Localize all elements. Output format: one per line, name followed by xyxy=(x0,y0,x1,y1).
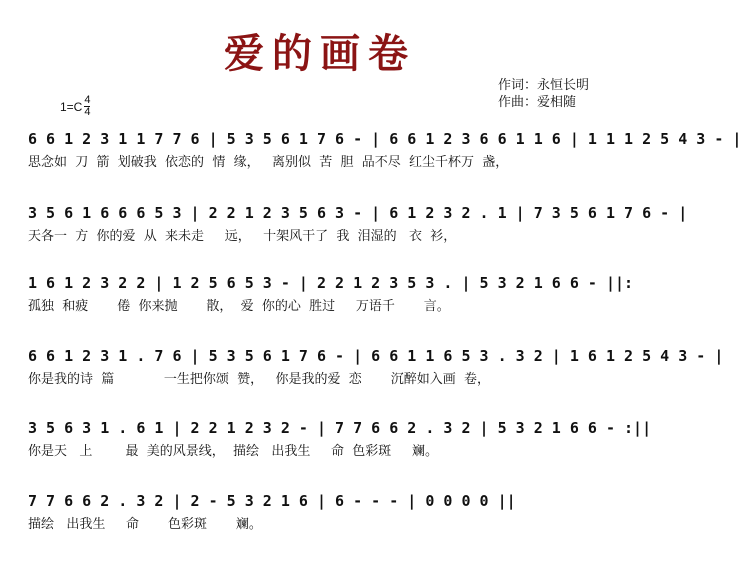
lyrics-line: 思念如 刀 箭 划破我 依恋的 情 缘， 离别似 苦 胆 品不尽 红尘千杯万 盏， xyxy=(28,155,509,170)
song-title: 爱的画卷 xyxy=(224,30,416,77)
key-signature xyxy=(60,95,90,118)
lyrics-line: 孤独 和疲 倦 你来抛 散， 爱 你的心 胜过 万语千 言。 xyxy=(28,299,450,314)
notation-line: 3 5 6 1 6 6 6 5 3 | 2 2 1 2 3 5 6 3 - | 6 1 2 3 2 . 1 | 7 3 5 6 1 7 6 - | xyxy=(28,204,688,222)
notation-line: 1 6 1 2 3 2 2 | 1 2 5 6 5 3 - | 2 2 1 2 3 5 3 . | 5 3 2 1 6 6 - ||: xyxy=(28,274,634,292)
notation-line: 6 6 1 2 3 1 . 7 6 | 5 3 5 6 1 7 6 - | 6 6 1 1 6 5 3 . 3 2 | 1 6 1 2 5 4 3 - | xyxy=(28,347,724,365)
time-signature xyxy=(84,95,90,118)
lyrics-line: 你是我的诗 篇 一生把你颂 赞， 你是我的爱 恋 沉醉如入画 卷， xyxy=(28,372,490,387)
time-denominator: 4 xyxy=(84,106,91,118)
time-numerator: 4 xyxy=(84,94,91,106)
notation-line: 7 7 6 6 2 . 3 2 | 2 - 5 3 2 1 6 | 6 - - - | 0 0 0 0 || xyxy=(28,492,516,510)
lyrics-line: 你是天 上 最 美的风景线， 描绘 出我生 命 色彩斑 斓。 xyxy=(28,444,438,459)
composer-credit: 作曲：爱相随 xyxy=(498,94,577,109)
lyricist-credit: 作词：永恒长明 xyxy=(498,77,590,92)
notation-line: 3 5 6 3 1 . 6 1 | 2 2 1 2 3 2 - | 7 7 6 6 2 . 3 2 | 5 3 2 1 6 6 - :|| xyxy=(28,419,652,437)
key-label: 1=C xyxy=(60,99,83,114)
notation-line: 6 6 1 2 3 1 1 7 7 6 | 5 3 5 6 1 7 6 - | 6 6 1 2 3 6 6 1 1 6 | 1 1 1 2 5 4 3 - | xyxy=(28,130,741,148)
lyrics-line: 描绘 出我生 命 色彩斑 斓。 xyxy=(28,517,262,532)
lyrics-line: 天各一 方 你的爱 从 来未走 远， 十架风干了 我 泪湿的 衣 衫， xyxy=(28,229,457,244)
credits xyxy=(498,76,589,110)
